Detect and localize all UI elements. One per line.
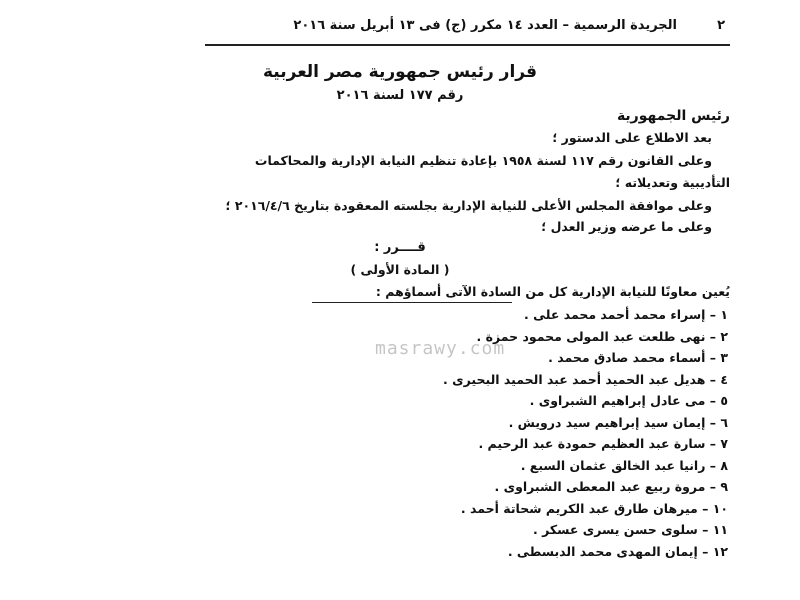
header-divider [205, 44, 730, 46]
list-item: ٣ – أسماء محمد صادق محمد . [548, 350, 728, 365]
appointment-intro: يُعين معاونًا للنيابة الإدارية كل من السادة الآتى أسماؤهم : [375, 284, 730, 299]
list-item: ١ – إسراء محمد أحمد محمد على . [523, 307, 728, 322]
list-item: ٥ – مى عادل إبراهيم الشبراوى . [529, 393, 728, 408]
list-item: ٨ – رانيا عبد الخالق عثمان السبع . [520, 457, 728, 473]
list-item: ٧ – سارة عبد العظيم حمودة عبد الرحيم . [478, 436, 728, 451]
decree-title: قرار رئيس جمهورية مصر العربية [262, 62, 537, 82]
signer-title: رئيس الجمهورية [616, 108, 730, 124]
decided-heading: قــــرر : [374, 240, 426, 255]
preamble-law-line2: التأديبية وتعديلاته ؛ [615, 175, 730, 190]
preamble-minister: وعلى ما عرضه وزير العدل ؛ [541, 219, 712, 234]
decree-number: رقم ١٧٧ لسنة ٢٠١٦ [336, 88, 464, 103]
site-watermark: masrawy.com [375, 338, 506, 359]
page-number: ٢ [717, 18, 725, 33]
issue-line: الجريدة الرسمية – العدد ١٤ مكرر (ج) فى ١٣ أبريل سنة ٢٠١٦ [293, 18, 677, 33]
page-header [205, 18, 725, 42]
list-item: ٩ – مروة ربيع عبد المعطى الشبراوى . [494, 479, 728, 494]
article-heading: ( المادة الأولى ) [350, 262, 450, 277]
list-item: ٦ – إيمان سيد إبراهيم سيد درويش . [508, 414, 728, 430]
list-item: ١١ – سلوى حسن يسرى عسكر . [533, 522, 728, 537]
list-item: ٢ – نهى طلعت عبد المولى محمود حمزة . [476, 328, 728, 344]
list-item: ٤ – هديل عبد الحميد أحمد عبد الحميد البحيرى . [443, 371, 728, 387]
preamble-council-approval: وعلى موافقة المجلس الأعلى للنيابة الإدارية بجلسته المعقودة بتاريخ ٢٠١٦/٤/٦ ؛ [225, 198, 712, 213]
list-item: ١٢ – إيمان المهدى محمد الدبسطى . [507, 543, 728, 559]
preamble-law-line1: وعلى القانون رقم ١١٧ لسنة ١٩٥٨ بإعادة تنظيم النيابة الإدارية والمحاكمات [254, 153, 712, 168]
list-item: ١٠ – ميرهان طارق عبد الكريم شحاتة أحمد . [460, 500, 728, 516]
intro-underline [312, 302, 512, 303]
preamble-constitution: بعد الاطلاع على الدستور ؛ [552, 130, 712, 145]
